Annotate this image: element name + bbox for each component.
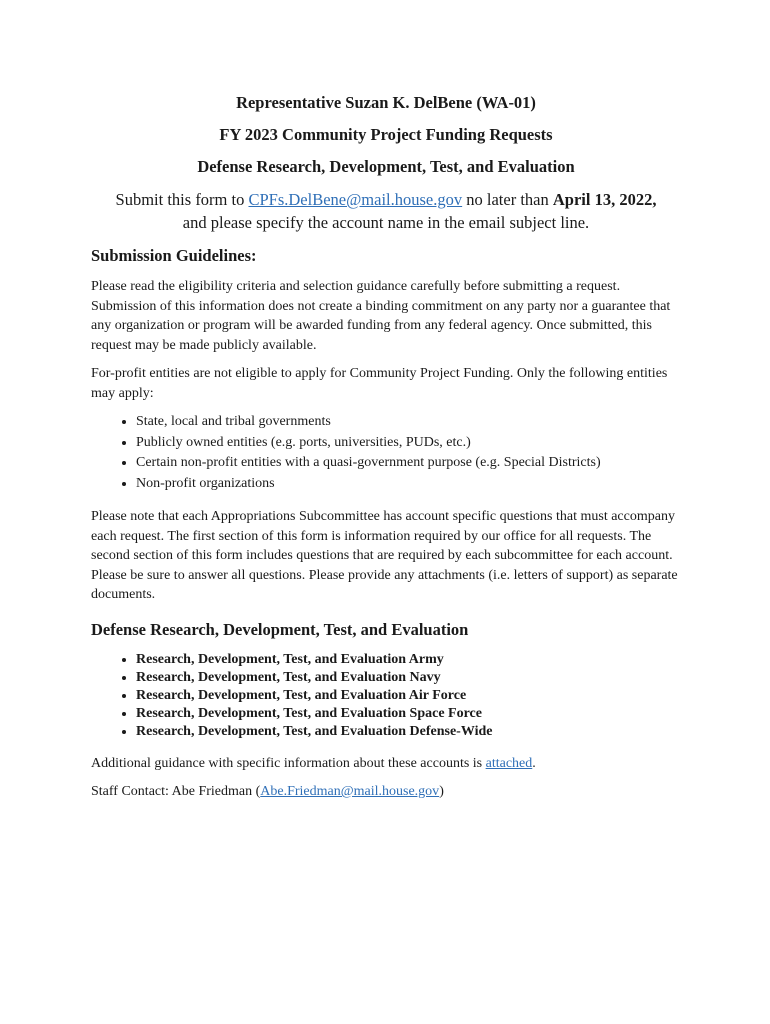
submit-suffix: and please specify the account name in the email subject line. xyxy=(182,213,590,232)
submission-email-link[interactable]: CPFs.DelBene@mail.house.gov xyxy=(248,190,463,209)
header-representative: Representative Suzan K. DelBene (WA-01) xyxy=(236,93,536,112)
list-item: • Research, Development, Test, and Evaluation Space Force xyxy=(136,705,681,723)
submit-deadline: April 13, 2022, xyxy=(552,190,657,209)
list-item: • Research, Development, Test, and Evaluation Air Force xyxy=(136,687,681,705)
eligible-entities-list xyxy=(91,412,681,494)
list-item: • Non-profit organizations xyxy=(136,474,681,495)
list-item: • Research, Development, Test, and Evaluation Army xyxy=(136,651,681,669)
staff-contact xyxy=(91,782,681,802)
attached-link[interactable]: attached xyxy=(485,755,533,771)
list-item: • State, local and tribal governments xyxy=(136,412,681,433)
additional-prefix: Additional guidance with specific information about these accounts is xyxy=(91,755,486,771)
staff-suffix: ) xyxy=(439,784,444,799)
header-account-title: Defense Research, Development, Test, and Evaluation xyxy=(197,157,575,176)
list-item: • Publicly owned entities (e.g. ports, universities, PUDs, etc.) xyxy=(136,433,681,454)
header-fiscal-year: FY 2023 Community Project Funding Requests xyxy=(219,125,553,144)
list-item: • Research, Development, Test, and Evaluation Navy xyxy=(136,669,681,687)
guidelines-paragraph-2: For-profit entities are not eligible to apply for Community Project Funding. Only the following entities may apply: xyxy=(91,366,668,401)
guidelines-paragraph-1: Please read the eligibility criteria and selection guidance carefully before submitting a request. Submission of this information does not create a binding commitment on any party nor a guarantee that any organization or program will be awarded funding from any federal agency. Once submitted, this request may be made publicly available. xyxy=(91,279,671,353)
submit-instructions xyxy=(91,188,681,234)
document-page xyxy=(91,92,681,811)
accounts-list xyxy=(91,651,681,741)
additional-suffix: . xyxy=(532,755,536,771)
additional-guidance xyxy=(91,754,681,774)
staff-email-link[interactable]: Abe.Friedman@mail.house.gov xyxy=(260,784,440,799)
list-item: • Research, Development, Test, and Evaluation Defense-Wide xyxy=(136,723,681,741)
guidelines-heading: Submission Guidelines: xyxy=(91,246,257,265)
submit-prefix: Submit this form to xyxy=(115,190,249,209)
accounts-heading: Defense Research, Development, Test, and Evaluation xyxy=(91,619,469,639)
guidelines-paragraph-3: Please note that each Appropriations Subcommittee has account specific questions that must accompany each request. The first section of this form is information required by our office for all requests. The second section of this form includes questions that are required by each subcommittee for each account. Please be sure to answer all questions. Please provide any attachments (i.e. letters of support) as separate documents. xyxy=(91,509,678,602)
staff-prefix: Staff Contact: Abe Friedman ( xyxy=(91,784,261,799)
submit-mid: no later than xyxy=(462,190,553,209)
list-item: • Certain non-profit entities with a quasi-government purpose (e.g. Special Districts) xyxy=(136,453,681,474)
